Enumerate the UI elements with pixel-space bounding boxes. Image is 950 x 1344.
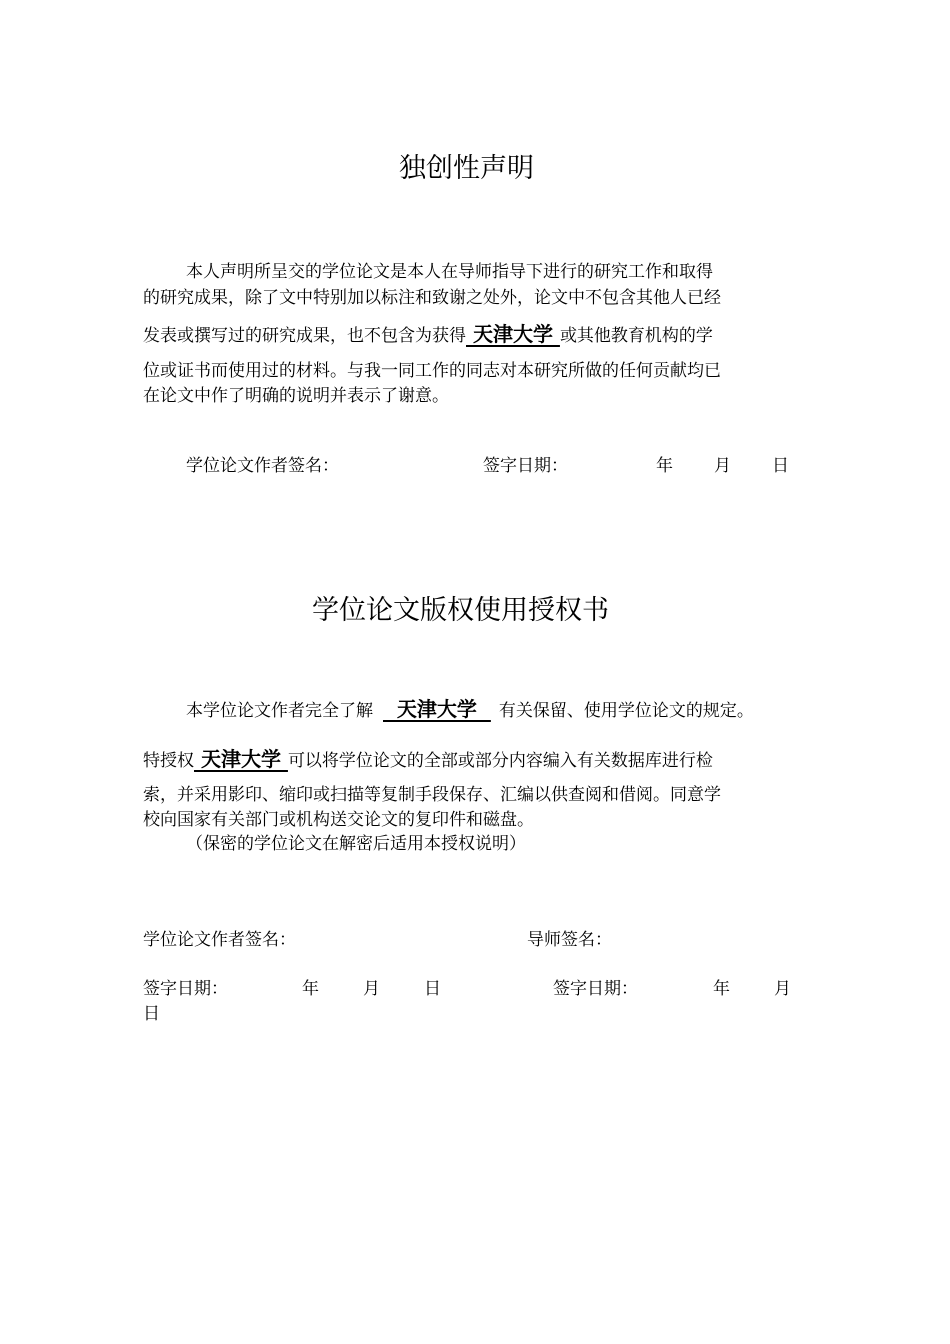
statement-paragraph-line-5: 在论文中作了明确的说明并表示了谢意。 [143,386,449,406]
statement-author-signature-label: 学位论文作者签名： [186,456,339,476]
authorization-line-2-text-a: 特授权 [143,751,194,771]
authorization-confidential-note: （保密的学位论文在解密后适用本授权说明） [186,834,526,854]
authorization-author-month-label: 月 [363,979,380,999]
statement-title: 独创性声明 [399,153,534,184]
authorization-paragraph-line-1 [186,693,816,721]
authorization-advisor-month-label: 月 [774,979,791,999]
authorization-advisor-day-label: 日 [143,1004,160,1024]
authorization-paragraph-line-3: 索，并采用影印、缩印或扫描等复制手段保存、汇编以供查阅和借阅。同意学 [143,785,721,805]
statement-line-3-text-b: 或其他教育机构的学 [559,326,713,346]
authorization-author-signature-label: 学位论文作者签名： [143,930,296,950]
authorization-title: 学位论文版权使用授权书 [312,595,609,626]
authorization-line-2-text-b: 可以将学位论文的全部或部分内容编入有关数据库进行检 [287,751,713,771]
statement-line-3-text-a: 发表或撰写过的研究成果，也不包含为获得 [143,326,466,346]
statement-paragraph-line-1: 本人声明所呈交的学位论文是本人在导师指导下进行的研究工作和取得 [186,262,713,282]
statement-university-name: 天津大学 [466,322,560,346]
statement-day-label: 日 [772,456,789,476]
authorization-paragraph-line-2 [143,743,803,771]
authorization-paragraph-line-4: 校向国家有关部门或机构送交论文的复印件和磁盘。 [143,810,534,830]
authorization-line-1-text-b: 有关保留、使用学位论文的规定。 [498,701,754,721]
authorization-university-name-1: 天津大学 [383,697,491,721]
statement-month-label: 月 [714,456,731,476]
authorization-advisor-signature-label: 导师签名： [527,930,612,950]
authorization-advisor-year-label: 年 [713,979,730,999]
authorization-advisor-sign-date-label: 签字日期： [553,979,638,999]
statement-paragraph-line-2: 的研究成果，除了文中特别加以标注和致谢之处外，论文中不包含其他人已经 [143,288,721,308]
statement-year-label: 年 [656,456,673,476]
authorization-line-1-text-a: 本学位论文作者完全了解 [186,701,373,721]
authorization-author-year-label: 年 [302,979,319,999]
authorization-author-sign-date-label: 签字日期： [143,979,228,999]
statement-paragraph-line-3 [143,318,803,346]
statement-paragraph-line-4: 位或证书而使用过的材料。与我一同工作的同志对本研究所做的任何贡献均已 [143,361,721,381]
authorization-author-day-label: 日 [424,979,441,999]
statement-sign-date-label: 签字日期： [483,456,568,476]
authorization-university-name-2: 天津大学 [194,747,288,771]
